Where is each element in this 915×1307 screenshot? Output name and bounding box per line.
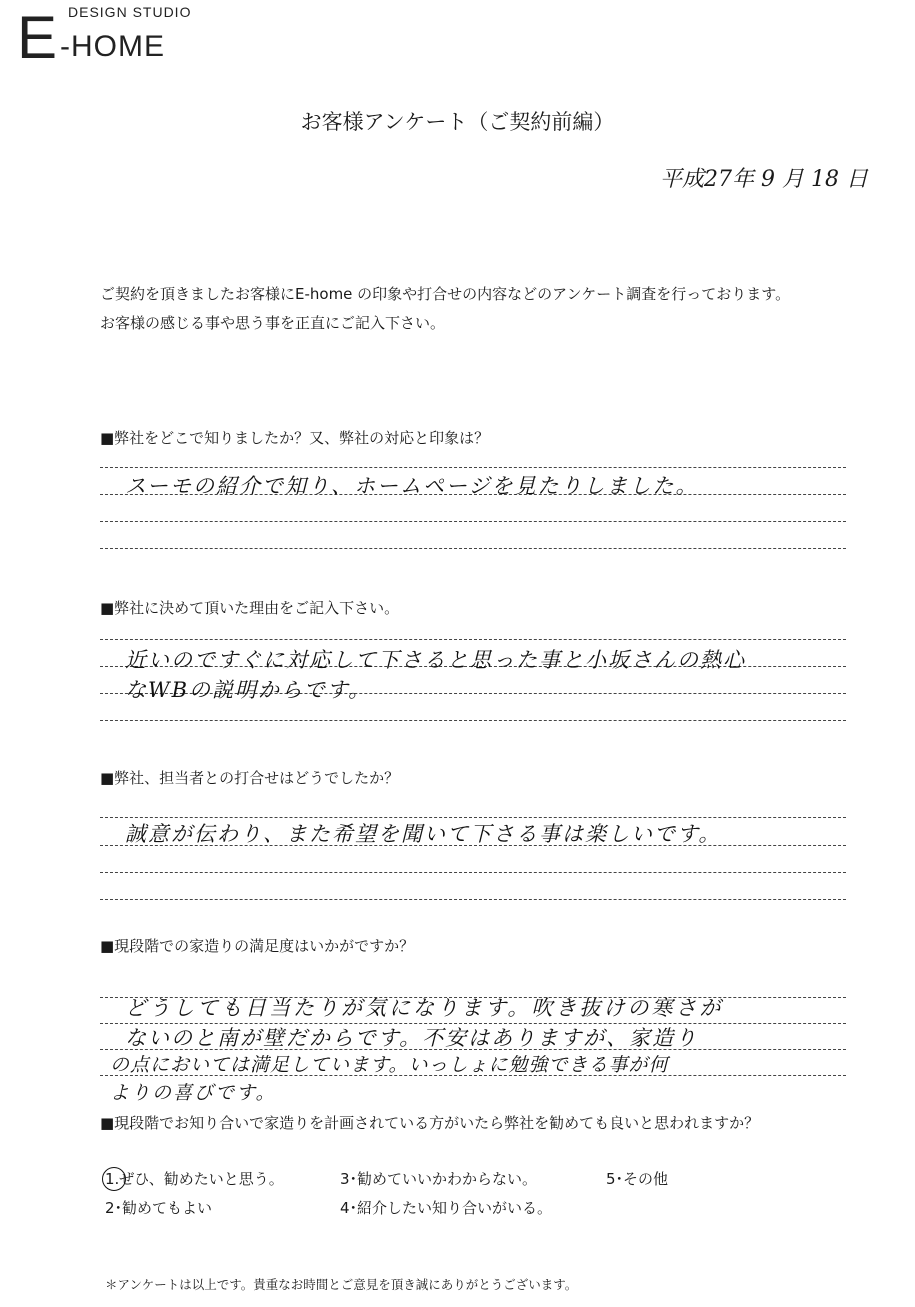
- answer-2-line-2: なWBの説明からです。: [125, 678, 372, 702]
- answer-4-line-3: の点においては満足しています。いっしょに勉強できる事が何: [110, 1054, 669, 1076]
- page-title: お客様アンケート（ご契約前編）: [300, 110, 615, 134]
- question-4-label: ■現段階での家造りの満足度はいかがですか？: [100, 937, 415, 955]
- answer-4-line-1: どうしても日当たりが気になります。吹き抜けの寒さが: [125, 996, 724, 1020]
- footer-note: ＊アンケートは以上です。貴重なお時間とご意見を頂き誠にありがとうございます。: [105, 1277, 578, 1292]
- question-3-label: ■弊社、担当者との打合せはどうでしたか？: [100, 769, 400, 787]
- option-3: 3･勧めていいかわからない。: [340, 1170, 538, 1188]
- answer-3-line-1: 誠意が伝わり、また希望を聞いて下さる事は楽しいです。: [125, 822, 722, 846]
- option-5: 5･その他: [606, 1170, 669, 1188]
- option-2: 2･勧めてもよい: [105, 1199, 213, 1217]
- answer-line: [100, 521, 846, 522]
- intro-line-2: お客様の感じる事や思う事を正直にご記入下さい。: [100, 314, 446, 332]
- answer-4-line-4: よりの喜びです。: [110, 1082, 277, 1104]
- logo-studio-text: DESIGN STUDIO: [68, 4, 192, 20]
- intro-line-1: ご契約を頂きましたお客様にE-home の印象や打合せの内容などのアンケート調査を行っております。: [100, 285, 791, 303]
- answer-4-line-2: ないのと南が壁だからです。不安はありますが、家造り: [125, 1026, 699, 1050]
- question-2-label: ■弊社に決めて頂いた理由をご記入下さい。: [100, 599, 400, 617]
- option-1: 1.ぜひ、勧めたいと思う。: [105, 1170, 284, 1188]
- answer-1-line-1: スーモの紹介で知り、ホームページを見たりしました。: [125, 474, 699, 498]
- logo-e-letter: E: [17, 4, 56, 71]
- answer-line: [100, 639, 846, 640]
- answer-line: [100, 872, 846, 873]
- answer-line: [100, 720, 846, 721]
- answer-2-line-1: 近いのですぐに対応して下さると思った事と小坂さんの熱心: [125, 648, 746, 672]
- question-1-label: ■弊社をどこで知りましたか？又、弊社の対応と印象は？: [100, 429, 490, 447]
- question-5-label: ■現段階でお知り合いで家造りを計画されている方がいたら弊社を勧めても良いと思われますか？: [100, 1114, 760, 1132]
- survey-date: 平成27年 9 月 18 日: [660, 167, 868, 192]
- answer-line: [100, 899, 846, 900]
- answer-line: [100, 467, 846, 468]
- answer-line: [100, 548, 846, 549]
- option-4: 4･紹介したい知り合いがいる。: [340, 1199, 553, 1217]
- logo-home-text: -HOME: [60, 30, 165, 63]
